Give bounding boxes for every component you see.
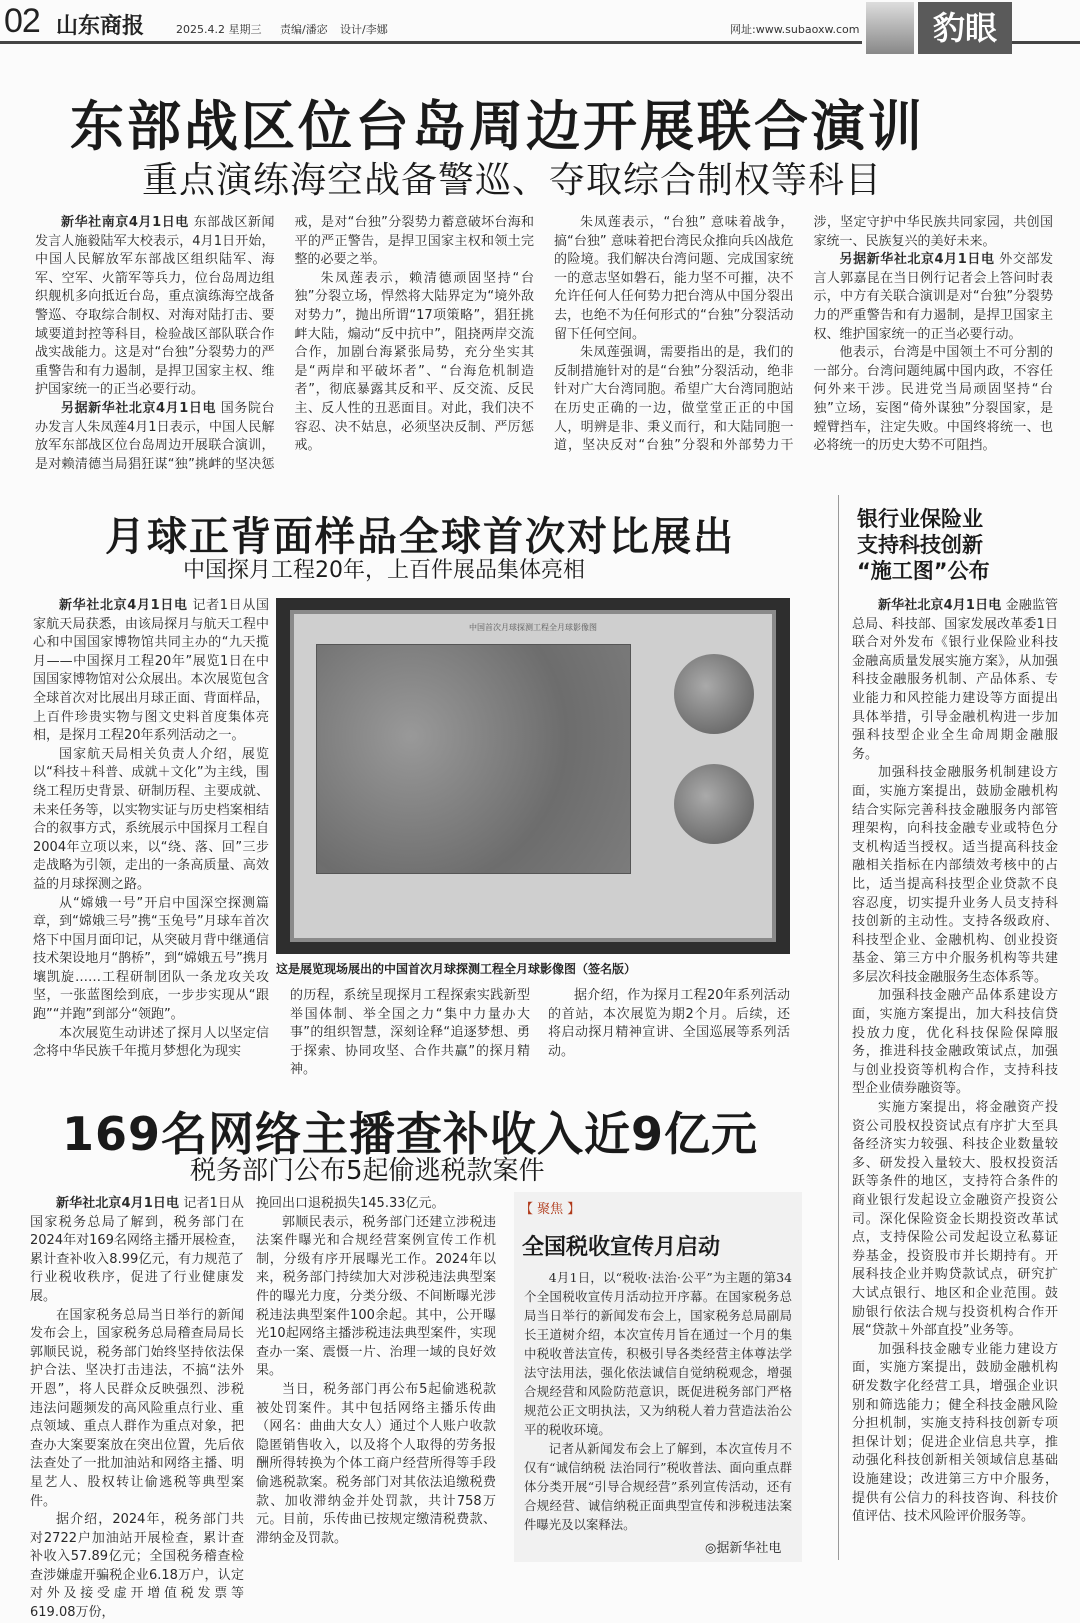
paragraph: 在国家税务总局当日举行的新闻发布会上，国家税务总局稽查局局长郭顺民说，税务部门始终坚持依法保护合法、坚决打击违法，不搞“法外开恩”，将人民群众反映强烈、涉税违法问题频发的高风险重点行业、重点领域、重点人群作为重点对象，把查办大案要案放在突出位置，先后依法查处了一批加油站和网络主播、明星艺人、股权转让偷逃税等典型案件。 bbox=[30, 1307, 244, 1509]
design-credit: 设计/李娜 bbox=[340, 23, 388, 36]
paragraph: 朱凤莲表示，“台独” 意味着战争，搞“台独” 意味着把台湾民众推向兵凶战危的险境。我们解决台湾问题、完成国家统一的意志坚如磐石，能力坚不可摧，决不允许任何人任何势力把台湾从中国分裂出去，也绝不为任何形式的“台独”分裂活动留下任何空间。 bbox=[554, 215, 794, 342]
article4-column-1 bbox=[30, 1195, 244, 1623]
dateline: 另据新华社北京4月1日电 bbox=[61, 400, 217, 416]
photo-inner-title: 中国首次月球探测工程全月球影像图 bbox=[469, 623, 597, 632]
headline-line: 支持科技创新 bbox=[857, 533, 983, 557]
paragraph: 实施方案提出，将金融资产投资公司股权投资试点有序扩大至具备经济实力较强、科技企业数量较多、研发投入量较大、股权投资活跃等条件的地区，支持符合条件的商业银行发起设立金融资产投资公司。深化保险资金长期投资改革试点，支持保险公司发起设立私募证券基金，投资股市并长期持有。开展科技企业并购贷款试点，研究扩大试点银行、地区和企业范围。鼓励银行依法合规与投资机构合作开展“贷款＋外部直投”业务等。 bbox=[852, 1100, 1058, 1339]
paragraph: 朱凤莲表示，赖清德顽固坚持“台独”分裂立场，悍然将大陆界定为“境外敌对势力”，抛出所谓“17项策略”，猖狂挑衅大陆，煽动“反中抗中”，阻挠两岸交流合作，加剧台海紧张局势，充分坐实其是“两岸和平破坏者”、“台海危机制造者”，彻底暴露其反和平、反交流、反民主、反人性的丑恶面目。对此，我们决不容忍、决不姑息，必须坚决反制、严厉惩戒。 bbox=[294, 270, 534, 454]
article1-subhead: 重点演练海空战备警巡、夺取综合制权等科目 bbox=[142, 160, 883, 201]
focus-tag: 【 聚焦 】 bbox=[520, 1202, 581, 1217]
header-rule-right bbox=[1012, 41, 1080, 44]
section-tab-decoration bbox=[866, 2, 914, 54]
paragraph: 的历程，系统呈现探月工程探索实践新型举国体制、举全国之力“集中力量办大事”的组织智慧，深刻诠释“追逐梦想、勇于探索、协同攻坚、合作共赢”的探月精神。 bbox=[290, 988, 530, 1078]
paragraph: 加强科技金融服务机制建设方面，实施方案提出，鼓励金融机构结合实际完善科技金融服务内部管理架构，向科技金融专业或特色分支机构适当授权。适当提高科技金融相关指标在内部绩效考核中的占比，适当提高科技型企业贷款不良容忍度，切实提升业务人员支持科技创新的主动性。支持各级政府、科技型企业、金融机构、创业投资基金、第三方中介服务机构等共建多层次科技金融服务生态体系等。 bbox=[852, 765, 1058, 985]
article1-headline: 东部战区位台岛周边开展联合演训 bbox=[70, 95, 925, 158]
article2-headline: 月球正背面样品全球首次对比展出 bbox=[105, 514, 735, 560]
paragraph: 据介绍，2024年，税务部门共对2722户加油站开展检查，累计查补收入57.89亿元；全国税务稽查检查涉嫌虚开骗税企业6.18万户，认定对外及接受虚开增值税发票等619.08万份， bbox=[30, 1512, 244, 1621]
article4-column-2 bbox=[256, 1195, 496, 1548]
paragraph: 东部战区新闻发言人施毅陆军大校表示，4月1日开始，中国人民解放军东部战区组织陆军、海军、空军、火箭军等兵力，位台岛周边组织舰机多向抵近台岛，重点演练海空战备警巡、夺取综合制权、对海对陆打击、要域要道封控等科目，检验战区部队联合作战实战能力。这是对“台独”分裂势力的严重警告和有力遏制，是捍卫国家主权、维护国家统一的正当必要行动。 bbox=[35, 215, 275, 398]
headline-line: 银行业保险业 bbox=[857, 507, 983, 531]
article2-column-3 bbox=[548, 987, 790, 1061]
photo-caption: 这是展览现场展出的中国首次月球探测工程全月球影像图（签名版） bbox=[276, 962, 637, 976]
paragraph: 外交部发言人郭嘉昆在当日例行记者会上答问时表示，中方有关联合演训是对“台独”分裂势力的严重警告和有力遏制，是捍卫国家主权、维护国家统一的正当必要行动。 bbox=[813, 252, 1053, 342]
paragraph: 据介绍，作为探月工程20年系列活动的首站，本次展览为期2个月。后续，还将启动探月精神宣讲、全国巡展等系列活动。 bbox=[548, 988, 790, 1059]
paragraph: 朱凤莲强调，需要指出的是，我们的反制措施针对的是“台独”分裂活动，绝非针对广大台湾同胞。希望广大台湾同胞站在历史正确的一边，做堂堂正正的中国人，明辨是非、秉义而行，和大陆同胞一道，坚决反对“台独”分裂和外部势力干涉，坚定守护中华民族共同家园，共创国家统一、民族复兴的美好未来。 bbox=[554, 215, 1053, 454]
paragraph: 4月1日，以“税收·法治·公平”为主题的第34个全国税收宣传月活动拉开序幕。在国家税务总局当日举行的新闻发布会上，国家税务总局副局长王道树介绍，本次宣传月旨在通过一个月的集中税收普法宣传，积极引导各类经营主体尊法学法守法用法，强化依法诚信自觉纳税观念，增强合规经营和风险防范意识，既促进税务部门严格规范公正文明执法，又为纳税人着力营造法治公平的税收环境。 bbox=[524, 1270, 792, 1437]
moon-globe-near-side bbox=[674, 654, 754, 734]
page-number: 02 bbox=[4, 2, 40, 40]
header-rule bbox=[0, 41, 862, 44]
editor-credit: 责编/潘宓 bbox=[280, 23, 328, 36]
article2-left-column bbox=[33, 597, 269, 1062]
focus-headline: 全国税收宣传月启动 bbox=[522, 1235, 721, 1260]
dateline: 新华社北京4月1日电 bbox=[59, 598, 188, 613]
article4-headline: 169名网络主播查补收入近9亿元 bbox=[62, 1107, 759, 1161]
paragraph: 从“嫦娥一号”开启中国深空探测篇章，到“嫦娥三号”携“玉兔号”月球车首次烙下中国月面印记，从突破月背中继通信技术架设地月“鹊桥”，到“嫦娥五号”携月壤凯旋……工程研制团队一条龙攻关攻坚，一张蓝图绘到底，一步步实现从“跟跑”“并跑”到部分“领跑”。 bbox=[33, 895, 269, 1023]
photo-frame bbox=[290, 610, 776, 942]
moon-globe-far-side bbox=[674, 764, 754, 844]
article4-subhead: 税务部门公布5起偷逃税款案件 bbox=[190, 1156, 545, 1186]
paragraph: 加强科技金融专业能力建设方面，实施方案提出，鼓励金融机构研发数字化经营工具，增强企业识别和筛选能力；健全科技金融风险分担机制，实施支持科技创新专项担保计划；促进企业信息共享，推动强化科技创新相关领域信息基础设施建设；改进第三方中介服务，提供有公信力的科技咨询、科技价值评估、技术风险评价服务等。 bbox=[852, 1341, 1058, 1525]
paragraph: 金融监管总局、科技部、国家发展改革委1日联合对外发布《银行业保险业科技金融高质量发展实施方案》，从加强科技金融服务机制、产品体系、专业能力和风控能力建设等方面提出具体举措，引导金融机构进一步加强科技型企业全生命周期金融服务。 bbox=[852, 598, 1058, 762]
paragraph: 记者1日从国家航天局获悉，由该局探月与航天工程中心和中国国家博物馆共同主办的“九天揽月——中国探月工程20年”展览1日在中国国家博物馆对公众展出。本次展览包含全球首次对比展出月球正面、背面样品，上百件珍贵实物与图文史料首度集体亮相，是探月工程20年系列活动之一。 bbox=[33, 598, 269, 744]
focus-body bbox=[524, 1268, 792, 1534]
article3-headline bbox=[857, 506, 990, 584]
paragraph: 记者1日从国家税务总局了解到，税务部门在2024年对169名网络主播开展检查，累计查补收入8.99亿元，有力规范了行业税收秩序，促进了行业健康发展。 bbox=[30, 1196, 244, 1304]
dateline: 新华社北京4月1日电 bbox=[878, 598, 1002, 613]
paragraph: 当日，税务部门再公布5起偷逃税款被处罚案件。其中包括网络主播乐传曲（网名：曲曲大女人）通过个人账户收款隐匿销售收入，以及将个人取得的劳务报酬所得转换为个体工商户经营所得等手段偷逃税款案。税务部门对其依法追缴税费款、加收滞纳金并处罚款，共计758万元。目前，乐传曲已按规定缴清税费款、滞纳金及罚款。 bbox=[256, 1381, 496, 1546]
dateline: 另据新华社北京4月1日电 bbox=[839, 252, 995, 268]
paragraph: 国务院台办发言人朱凤莲4月1日表示，中国人民解放军东部战区位台岛周边开展联合演训，是对赖清德当局猖狂谋“独”挑衅的坚决惩戒，是对“台独”分裂势力蓄意破坏台海和平的严正警告，是捍卫国家主权和领土完整的必要之举。 bbox=[35, 215, 534, 472]
dateline: 新华社南京4月1日电 bbox=[61, 215, 189, 230]
article2-column-2 bbox=[290, 987, 530, 1080]
paragraph: 加强科技金融产品体系建设方面，实施方案提出，加大科技信贷投放力度，优化科技保险保障服务，推进科技金融政策试点，加强与创业投资等机构合作，支持科技型企业债券融资等。 bbox=[852, 988, 1058, 1097]
dateline: 新华社北京4月1日电 bbox=[56, 1196, 180, 1211]
paragraph: 他表示，台湾是中国领土不可分割的一部分。台湾问题纯属中国内政，不容任何外来干涉。民进党当局顽固坚持“台独”立场，妄图“倚外谋独”分裂国家，是螳臂挡车，注定失败。中国终将统一、也必将统一的历史大势不可阻挡。 bbox=[813, 345, 1053, 454]
moon-map-image bbox=[316, 644, 631, 874]
issue-date: 2025.4.2 星期三 bbox=[176, 23, 262, 36]
source-credit: ◎据新华社电 bbox=[705, 1541, 782, 1556]
article1-body bbox=[35, 214, 1053, 474]
paragraph: 记者从新闻发布会上了解到，本次宣传月不仅有“诚信纳税 法治同行”税收普法、面向重点群体分类开展“引导合规经营”系列宣传活动，还有合规经营、诚信纳税正面典型宣传和涉税违法案件曝光及以案释法。 bbox=[524, 1441, 792, 1532]
paragraph: 本次展览生动讲述了探月人以坚定信念将中华民族千年揽月梦想化为现实 bbox=[33, 1025, 269, 1060]
paragraph: 郭顺民表示，税务部门还建立涉税违法案件曝光和合规经营案例宣传工作机制，分级有序开展曝光工作。2024年以来，税务部门持续加大对涉税违法典型案件的曝光力度，分类分级、不间断曝光涉税违法典型案件100余起。其中，公开曝光10起网络主播涉税违法典型案件，实现查办一案、震慑一片、治理一域的良好效果。 bbox=[256, 1214, 496, 1379]
website-link[interactable]: 网址:www.subaoxw.com bbox=[730, 23, 860, 36]
article3-body bbox=[852, 597, 1058, 1527]
article2-subhead: 中国探月工程20年，上百件展品集体亮相 bbox=[183, 558, 585, 583]
paragraph: 挽回出口退税损失145.33亿元。 bbox=[256, 1196, 445, 1211]
column-divider bbox=[838, 495, 839, 1560]
newspaper-name: 山东商报 bbox=[56, 14, 145, 39]
moon-map-photo bbox=[276, 598, 790, 954]
paragraph: 国家航天局相关负责人介绍，展览以“科技＋科普、成就＋文化”为主线，围绕工程历史背景、研制历程、主要成就、未来任务等，以实物实证与历史档案相结合的叙事方式，系统展示中国探月工程自2004年立项以来，以“绕、落、回”三步走战略为引领，走出的一条高质量、高效益的月球探测之路。 bbox=[33, 746, 269, 892]
headline-line: “施工图”公布 bbox=[857, 559, 990, 583]
section-label: 豹眼 bbox=[918, 2, 1012, 54]
